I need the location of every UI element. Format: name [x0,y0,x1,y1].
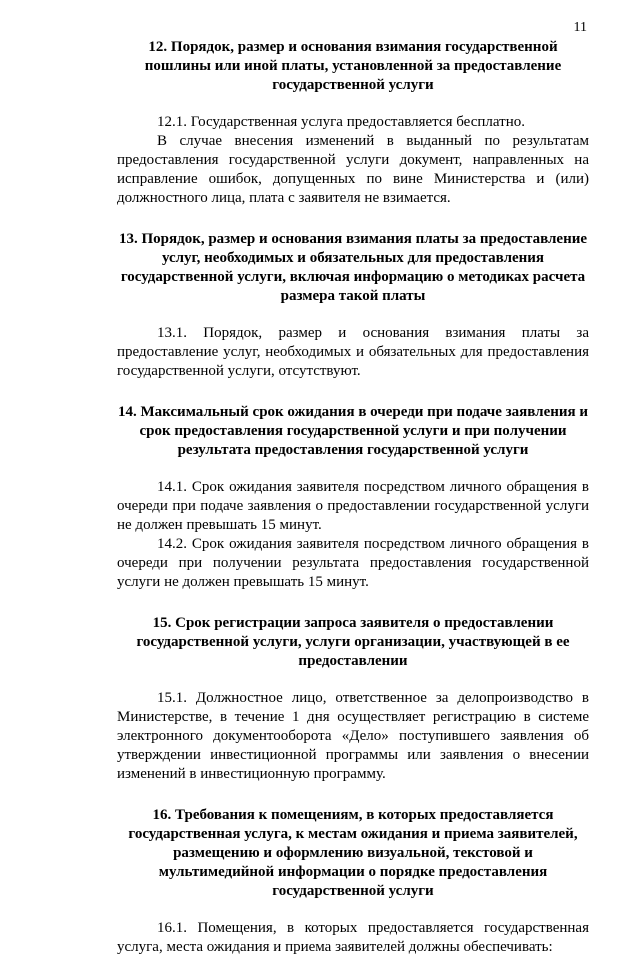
paragraph: 15.1. Должностное лицо, ответственное за делопроизводство в Министерстве, в течение 1 дня осуществляет регистрацию в системе электронного документооборота «Дело» поступившего заявления об утверждении инвестиционной программы или заявления о внесении изменений в инвестиционную программу. [117,690,589,782]
section-heading: 12. Порядок, размер и основания взимания государственной пошлины или иной платы, установленной за предоставление государственной услуги [144,39,562,93]
section-12 [117,38,589,208]
section-14 [117,403,589,592]
section-heading: 14. Максимальный срок ожидания в очереди при подаче заявления и срок предоставления государственной услуги и при получении результата предоставления государственной услуги [117,404,589,458]
paragraph: В случае внесения изменений в выданный по результатам предоставления государственной услуги документ, направленных на исправление ошибок, допущенных по вине Министерства и (или) должностного лица, плата с заявителя не взимается. [117,133,589,206]
section-16 [117,806,589,957]
page-number: 11 [573,20,587,35]
document-body [117,38,589,957]
paragraph: 14.1. Срок ожидания заявителя посредством личного обращения в очереди при подаче заявления о предоставлении государственной услуги не должен превышать 15 минут. [117,479,589,533]
section-heading: 13. Порядок, размер и основания взимания платы за предоставление услуг, необходимых и обязательных для предоставления государственной услуги, включая информацию о методиках расчета размера такой платы [118,231,588,304]
paragraph: 14.2. Срок ожидания заявителя посредством личного обращения в очереди при получении результата предоставления государственной услуги не должен превышать 15 минут. [117,536,589,590]
section-15 [117,614,589,784]
section-heading: 16. Требования к помещениям, в которых предоставляется государственная услуга, к местам ожидания и приема заявителей, размещению и оформлению визуальной, текстовой и мультимедийной информации о порядке предоставления государственной услуги [128,807,578,899]
section-heading: 15. Срок регистрации запроса заявителя о предоставлении государственной услуги, услуги организации, участвующей в ее предоставлении [136,615,570,669]
paragraph: 12.1. Государственная услуга предоставляется бесплатно. [157,114,525,130]
section-13 [117,230,589,381]
paragraph: 16.1. Помещения, в которых предоставляется государственная услуга, места ожидания и приема заявителей должны обеспечивать: [117,920,589,955]
paragraph: 13.1. Порядок, размер и основания взимания платы за предоставление услуг, необходимых и обязательных для предоставления государственной услуги, отсутствуют. [117,325,589,379]
